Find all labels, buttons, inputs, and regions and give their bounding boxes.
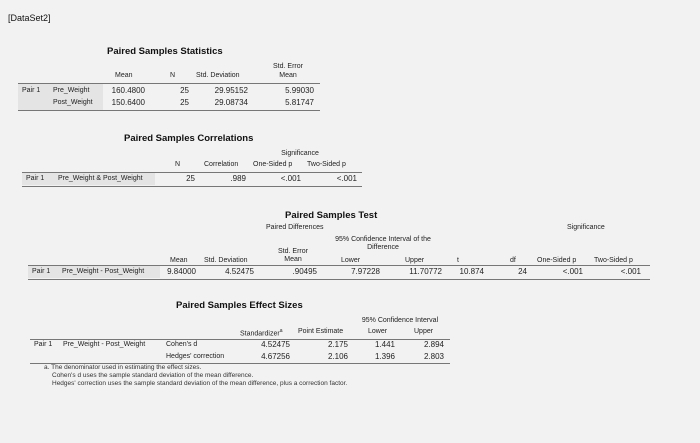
effect-pair-label: Pair 1: [34, 341, 53, 348]
stats-header-sd: Std. Deviation: [196, 72, 240, 79]
effect-header-lower: Lower: [368, 328, 388, 335]
stats-header-se-1: Std. Error: [273, 63, 303, 70]
corr-pair-label: Pair 1: [26, 175, 45, 182]
stats-row-mean: 150.6400: [111, 98, 145, 107]
effect-footnote-cohen: Cohen's d uses the sample standard deviation of the mean difference.: [52, 372, 254, 379]
test-row-se: .90495: [292, 267, 317, 276]
stats-title: Paired Samples Statistics: [107, 46, 223, 57]
test-row-var: Pre_Weight - Post_Weight: [62, 268, 145, 275]
effect-header-point: Point Estimate: [298, 328, 344, 335]
effect-footnote-a: a. The denominator used in estimating the effect sizes.: [44, 364, 202, 371]
effect-row-point: 2.106: [327, 352, 348, 361]
test-row-t: 10.874: [459, 267, 484, 276]
test-row-sd: 4.52475: [225, 267, 254, 276]
test-header-lower: Lower: [341, 257, 361, 264]
test-title: Paired Samples Test: [285, 210, 378, 221]
effect-row-standardizer: 4.52475: [261, 340, 290, 349]
stats-row-var: Post_Weight: [53, 99, 93, 106]
test-header-paired-differences: Paired Differences: [266, 224, 324, 231]
stats-header-mean: Mean: [115, 72, 133, 79]
test-header-df: df: [510, 257, 516, 264]
effect-var: Pre_Weight - Post_Weight: [63, 341, 146, 348]
stats-header-n: N: [170, 72, 176, 79]
corr-row-one-sided: <.001: [280, 174, 301, 183]
effect-row-measure: Cohen's d: [166, 341, 198, 348]
corr-row-n: 25: [186, 174, 195, 183]
stats-pair-label: Pair 1: [22, 87, 41, 94]
stats-row-n: 25: [180, 86, 189, 95]
test-row-upper: 11.70772: [409, 267, 442, 276]
stats-row-se: 5.81747: [285, 98, 314, 107]
stats-row-sd: 29.08734: [214, 98, 248, 107]
effect-header-upper: Upper: [414, 328, 434, 335]
effect-row-upper: 2.803: [423, 352, 444, 361]
corr-row-two-sided: <.001: [336, 174, 357, 183]
effect-footnote-hedges: Hedges' correction uses the sample standard deviation of the mean difference, plus a correction factor.: [52, 380, 348, 387]
test-row-one-sided: <.001: [562, 267, 583, 276]
corr-row-var: Pre_Weight & Post_Weight: [58, 175, 143, 182]
effect-row-measure: Hedges' correction: [166, 353, 225, 360]
test-row-lower: 7.97228: [351, 267, 380, 276]
stats-row-sd: 29.95152: [214, 86, 248, 95]
stats-row-se: 5.99030: [285, 86, 314, 95]
effect-row-lower: 1.441: [374, 340, 395, 349]
test-row-mean: 9.84000: [167, 267, 196, 276]
test-header-se-1: Std. Error: [278, 248, 308, 255]
test-row-df: 24: [518, 267, 527, 276]
effect-header-ci: 95% Confidence Interval: [361, 317, 439, 324]
corr-header-correlation: Correlation: [204, 161, 239, 168]
test-header-mean: Mean: [170, 257, 188, 264]
stats-header-se-2: Mean: [279, 72, 297, 79]
test-header-one-sided: One-Sided p: [537, 257, 577, 264]
stats-row-n: 25: [180, 98, 189, 107]
test-pair-label: Pair 1: [32, 268, 51, 275]
corr-header-two-sided: Two-Sided p: [307, 161, 346, 168]
test-header-sd: Std. Deviation: [204, 257, 248, 264]
test-header-upper: Upper: [405, 257, 425, 264]
effect-row-standardizer: 4.67256: [261, 352, 290, 361]
corr-header-one-sided: One-Sided p: [253, 161, 293, 168]
test-row-two-sided: <.001: [620, 267, 641, 276]
corr-row-correlation: .989: [230, 174, 246, 183]
test-header-two-sided: Two-Sided p: [594, 257, 633, 264]
effect-title: Paired Samples Effect Sizes: [176, 300, 303, 311]
test-header-significance: Significance: [567, 224, 605, 231]
corr-title: Paired Samples Correlations: [124, 133, 254, 144]
effect-row-lower: 1.396: [374, 352, 395, 361]
stats-row-mean: 160.4800: [111, 86, 145, 95]
effect-header-standardizer: Standardizer$^a$: [240, 328, 283, 338]
effect-row-upper: 2.894: [423, 340, 444, 349]
test-header-ci-2: Difference: [367, 244, 399, 251]
effect-row-point: 2.175: [327, 340, 348, 349]
test-header-ci-1: 95% Confidence Interval of the: [335, 236, 431, 243]
test-header-se-2: Mean: [284, 256, 302, 263]
dataset-label: [DataSet2]: [8, 13, 51, 23]
stats-row-var: Pre_Weight: [53, 87, 90, 94]
corr-header-significance: Significance: [281, 150, 319, 157]
test-header-t: t: [457, 257, 459, 264]
corr-header-n: N: [175, 161, 181, 168]
